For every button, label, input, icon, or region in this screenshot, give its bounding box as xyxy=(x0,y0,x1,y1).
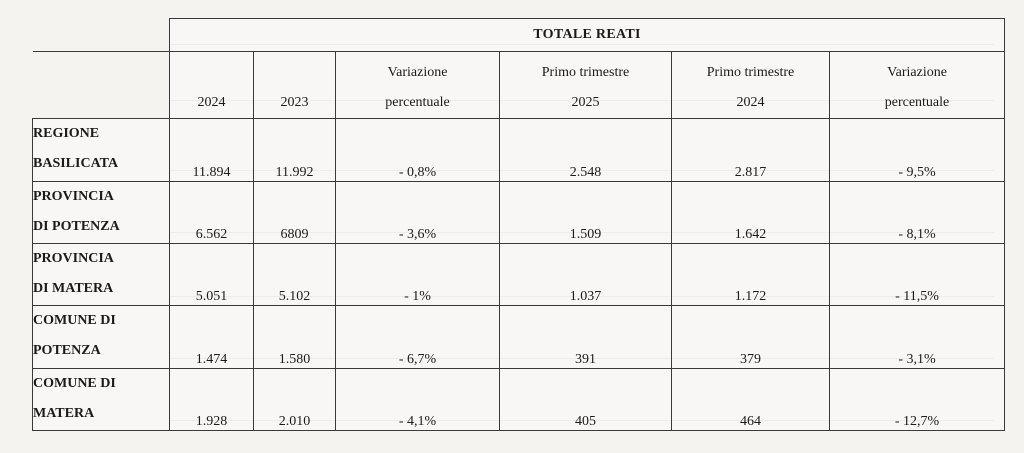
cell-variazione-trimestrale: - 3,1% xyxy=(830,306,1005,368)
cell-primo-trimestre-2025: 1.509 xyxy=(500,181,672,243)
row-label: COMUNE DI MATERA xyxy=(33,368,170,430)
cell-variazione-trimestrale: - 9,5% xyxy=(830,119,1005,181)
cell-primo-trimestre-2025: 2.548 xyxy=(500,119,672,181)
cell-variazione-trimestrale: - 12,7% xyxy=(830,368,1005,430)
cell-2024: 6.562 xyxy=(170,181,254,243)
table-row xyxy=(33,306,1005,368)
cell-2023: 11.992 xyxy=(254,119,336,181)
cell-primo-trimestre-2025: 405 xyxy=(500,368,672,430)
title-row xyxy=(33,19,1005,52)
row-label: PROVINCIA DI POTENZA xyxy=(33,181,170,243)
cell-primo-trimestre-2024: 1.172 xyxy=(672,244,830,306)
cell-primo-trimestre-2025: 1.037 xyxy=(500,244,672,306)
table-row xyxy=(33,181,1005,243)
cell-2023: 1.580 xyxy=(254,306,336,368)
column-header-variazione-annua: Variazione percentuale xyxy=(336,52,500,119)
cell-2024: 1.928 xyxy=(170,368,254,430)
cell-variazione-annua: - 4,1% xyxy=(336,368,500,430)
column-header-variazione-trimestrale: Variazione percentuale xyxy=(830,52,1005,119)
table-title: TOTALE REATI xyxy=(170,19,1005,52)
table-row xyxy=(33,119,1005,181)
row-label: PROVINCIA DI MATERA xyxy=(33,244,170,306)
column-header-primo-trimestre-2024: Primo trimestre 2024 xyxy=(672,52,830,119)
table-row xyxy=(33,368,1005,430)
cell-variazione-annua: - 3,6% xyxy=(336,181,500,243)
cell-2024: 11.894 xyxy=(170,119,254,181)
cell-variazione-annua: - 0,8% xyxy=(336,119,500,181)
cell-2024: 1.474 xyxy=(170,306,254,368)
cell-2023: 2.010 xyxy=(254,368,336,430)
cell-variazione-annua: - 1% xyxy=(336,244,500,306)
cell-primo-trimestre-2024: 464 xyxy=(672,368,830,430)
corner-cell xyxy=(33,19,170,52)
column-header-2023: 2023 xyxy=(254,52,336,119)
table-row xyxy=(33,244,1005,306)
corner-cell-lower xyxy=(33,52,170,119)
totale-reati-table xyxy=(32,18,1005,431)
cell-variazione-trimestrale: - 11,5% xyxy=(830,244,1005,306)
cell-2023: 5.102 xyxy=(254,244,336,306)
row-label: REGIONE BASILICATA xyxy=(33,119,170,181)
cell-variazione-trimestrale: - 8,1% xyxy=(830,181,1005,243)
header-row xyxy=(33,52,1005,119)
cell-primo-trimestre-2024: 2.817 xyxy=(672,119,830,181)
column-header-primo-trimestre-2025: Primo trimestre 2025 xyxy=(500,52,672,119)
cell-primo-trimestre-2024: 1.642 xyxy=(672,181,830,243)
column-header-2024: 2024 xyxy=(170,52,254,119)
cell-variazione-annua: - 6,7% xyxy=(336,306,500,368)
cell-primo-trimestre-2025: 391 xyxy=(500,306,672,368)
cell-2023: 6809 xyxy=(254,181,336,243)
cell-primo-trimestre-2024: 379 xyxy=(672,306,830,368)
cell-2024: 5.051 xyxy=(170,244,254,306)
row-label: COMUNE DI POTENZA xyxy=(33,306,170,368)
